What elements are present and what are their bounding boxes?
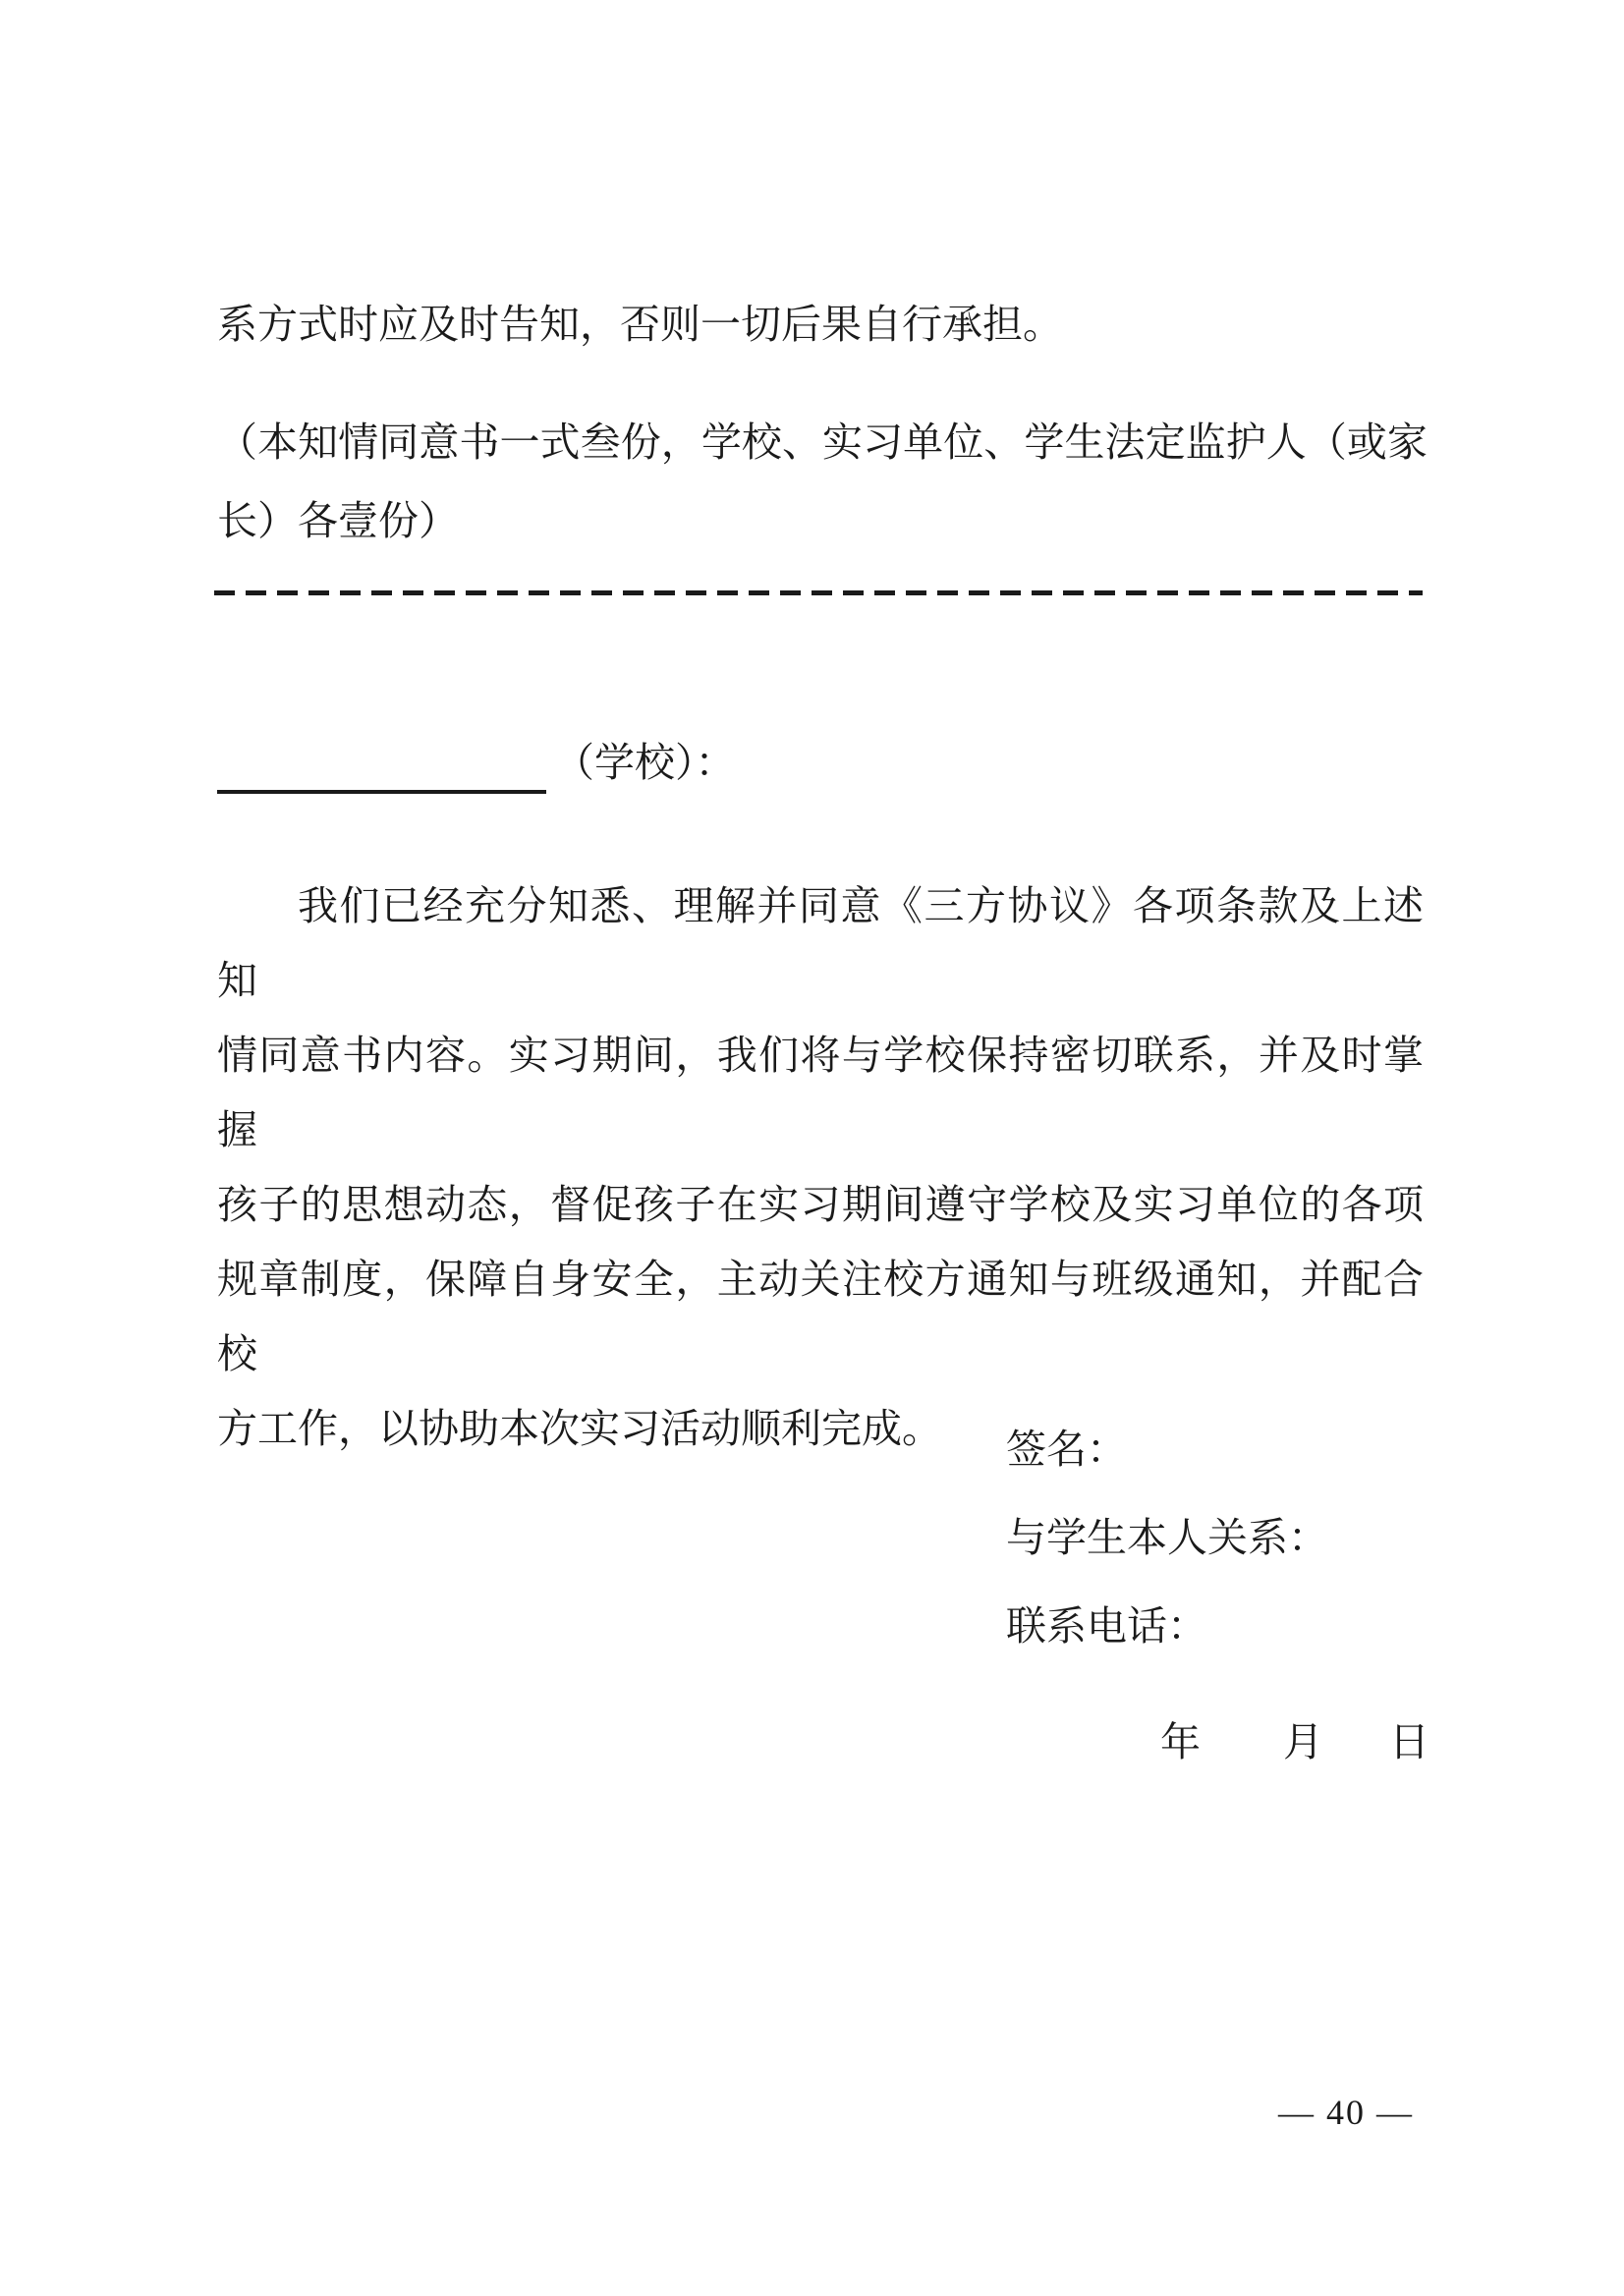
copies-note-paragraph — [217, 403, 1428, 560]
guardian-statement-paragraph — [217, 868, 1424, 1466]
date-gap — [1201, 1714, 1283, 1769]
dashed-separator-line — [214, 590, 1423, 595]
signature-phone-label: 联系电话： — [1006, 1603, 1207, 1649]
date-month-label: 月 — [1283, 1719, 1323, 1764]
guardian-statement-line-1: 我们已经充分知悉、理解并同意《三方协议》各项条款及上述知 — [217, 883, 1424, 1003]
guardian-statement-line-4: 规章制度，保障自身安全，主动关注校方通知与班级通知，并配合校 — [217, 1257, 1424, 1376]
school-fill-in-line — [217, 731, 736, 794]
guardian-statement-line-3: 孩子的思想动态，督促孩子在实习期间遵守学校及实习单位的各项 — [217, 1182, 1424, 1227]
school-label: （学校）： — [554, 740, 736, 785]
guardian-statement-line-2: 情同意书内容。实习期间，我们将与学校保持密切联系，并及时掌握 — [217, 1033, 1424, 1152]
date-day-label: 日 — [1389, 1719, 1429, 1764]
carryover-paragraph-line: 系方式时应及时告知，否则一切后果自行承担。 — [217, 302, 1063, 347]
signature-block — [1006, 1405, 1556, 1670]
date-year-label: 年 — [1160, 1719, 1201, 1764]
guardian-statement-line-5: 方工作，以协助本次实习活动顺利完成。 — [217, 1406, 942, 1451]
copies-note-line-2: 长）各壹份） — [217, 498, 459, 543]
page-number: — 40 — — [1278, 2093, 1414, 2132]
signature-name-label: 签名： — [1006, 1427, 1127, 1472]
date-line — [1160, 1714, 1429, 1769]
date-gap — [1323, 1714, 1389, 1769]
school-name-blank-underline — [217, 743, 546, 794]
signature-relation-label: 与学生本人关系： — [1006, 1515, 1328, 1560]
copies-note-line-1: （本知情同意书一式叁份，学校、实习单位、学生法定监护人（或家 — [217, 420, 1428, 465]
